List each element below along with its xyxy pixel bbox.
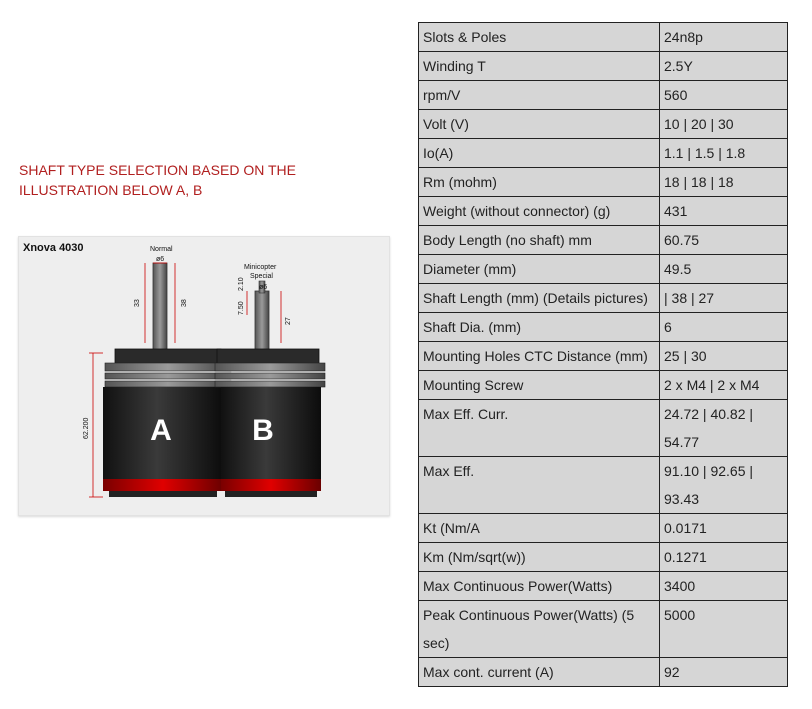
motor-illustration <box>18 236 390 516</box>
spec-row <box>419 81 788 110</box>
spec-key: Kt (Nm/A <box>419 514 660 543</box>
spec-key: Body Length (no shaft) mm <box>419 226 660 255</box>
spec-value: 6 <box>660 313 788 342</box>
spec-key: Peak Continuous Power(Watts) (5 sec) <box>419 601 660 658</box>
motor-b-body <box>215 349 325 497</box>
spec-value: 5000 <box>660 601 788 658</box>
spec-value: 49.5 <box>660 255 788 284</box>
spec-row <box>419 110 788 139</box>
motor-a-body <box>103 349 231 497</box>
spec-value: 2.5Y <box>660 52 788 81</box>
spec-table <box>418 22 788 687</box>
spec-key: Winding T <box>419 52 660 81</box>
spec-value: 0.0171 <box>660 514 788 543</box>
normal-dim-b: 38 <box>181 299 188 307</box>
motor-b-shaft <box>238 264 292 353</box>
spec-key: Mounting Screw <box>419 371 660 400</box>
normal-diameter: ø6 <box>156 256 165 263</box>
spec-key: Max Eff. <box>419 457 660 514</box>
spec-value: 91.10 | 92.65 | 93.43 <box>660 457 788 514</box>
spec-value: 92 <box>660 658 788 687</box>
spec-row <box>419 342 788 371</box>
spec-row <box>419 52 788 81</box>
spec-value: 10 | 20 | 30 <box>660 110 788 139</box>
spec-value: 24n8p <box>660 23 788 52</box>
spec-key: Rm (mohm) <box>419 168 660 197</box>
spec-value: 560 <box>660 81 788 110</box>
spec-value: 3400 <box>660 572 788 601</box>
spec-row <box>419 313 788 342</box>
spec-key: Mounting Holes CTC Distance (mm) <box>419 342 660 371</box>
spec-value: 25 | 30 <box>660 342 788 371</box>
motor-b-letter: B <box>252 414 274 447</box>
special-dim-b: 7.50 <box>238 301 245 315</box>
spec-value: 0.1271 <box>660 543 788 572</box>
spec-row <box>419 197 788 226</box>
spec-key: Volt (V) <box>419 110 660 139</box>
spec-key: Km (Nm/sqrt(w)) <box>419 543 660 572</box>
shaft-type-note: SHAFT TYPE SELECTION BASED ON THE ILLUSTRATION BELOW A, B <box>19 162 296 198</box>
spec-value: 18 | 18 | 18 <box>660 168 788 197</box>
spec-key: Max Continuous Power(Watts) <box>419 572 660 601</box>
spec-key: Max cont. current (A) <box>419 658 660 687</box>
spec-row <box>419 371 788 400</box>
spec-row <box>419 658 788 687</box>
spec-key: Slots & Poles <box>419 23 660 52</box>
motor-diagram <box>19 237 389 515</box>
normal-dim-a: 33 <box>134 299 141 307</box>
spec-table-body <box>419 23 788 687</box>
height-dim-label: 62.200 <box>83 417 90 439</box>
motor-a-letter: A <box>150 414 172 447</box>
spec-row <box>419 255 788 284</box>
spec-row <box>419 543 788 572</box>
spec-key: Weight (without connector) (g) <box>419 197 660 226</box>
spec-row <box>419 601 788 658</box>
height-dimension <box>83 353 103 497</box>
special-dim-c: 27 <box>285 317 292 325</box>
spec-value: 24.72 | 40.82 | 54.77 <box>660 400 788 457</box>
spec-row <box>419 23 788 52</box>
spec-value: 2 x M4 | 2 x M4 <box>660 371 788 400</box>
spec-row <box>419 572 788 601</box>
spec-key: rpm/V <box>419 81 660 110</box>
normal-label: Normal <box>150 246 173 253</box>
spec-row <box>419 168 788 197</box>
spec-row <box>419 400 788 457</box>
motor-a-shaft <box>134 246 188 353</box>
spec-value: 431 <box>660 197 788 226</box>
special-label-line2: Special <box>250 273 273 280</box>
spec-key: Shaft Length (mm) (Details pictures) <box>419 284 660 313</box>
special-label-line1: Minicopter <box>244 264 277 271</box>
spec-row <box>419 284 788 313</box>
special-diameter: ø6 <box>259 284 268 291</box>
spec-row <box>419 139 788 168</box>
spec-key: Max Eff. Curr. <box>419 400 660 457</box>
spec-row <box>419 514 788 543</box>
spec-value: 60.75 <box>660 226 788 255</box>
figure-title: Xnova 4030 <box>23 242 84 254</box>
spec-value: | 38 | 27 <box>660 284 788 313</box>
spec-value: 1.1 | 1.5 | 1.8 <box>660 139 788 168</box>
spec-row <box>419 457 788 514</box>
spec-row <box>419 226 788 255</box>
spec-key: Shaft Dia. (mm) <box>419 313 660 342</box>
special-dim-a: 2.10 <box>238 277 245 291</box>
spec-key: Io(A) <box>419 139 660 168</box>
spec-key: Diameter (mm) <box>419 255 660 284</box>
